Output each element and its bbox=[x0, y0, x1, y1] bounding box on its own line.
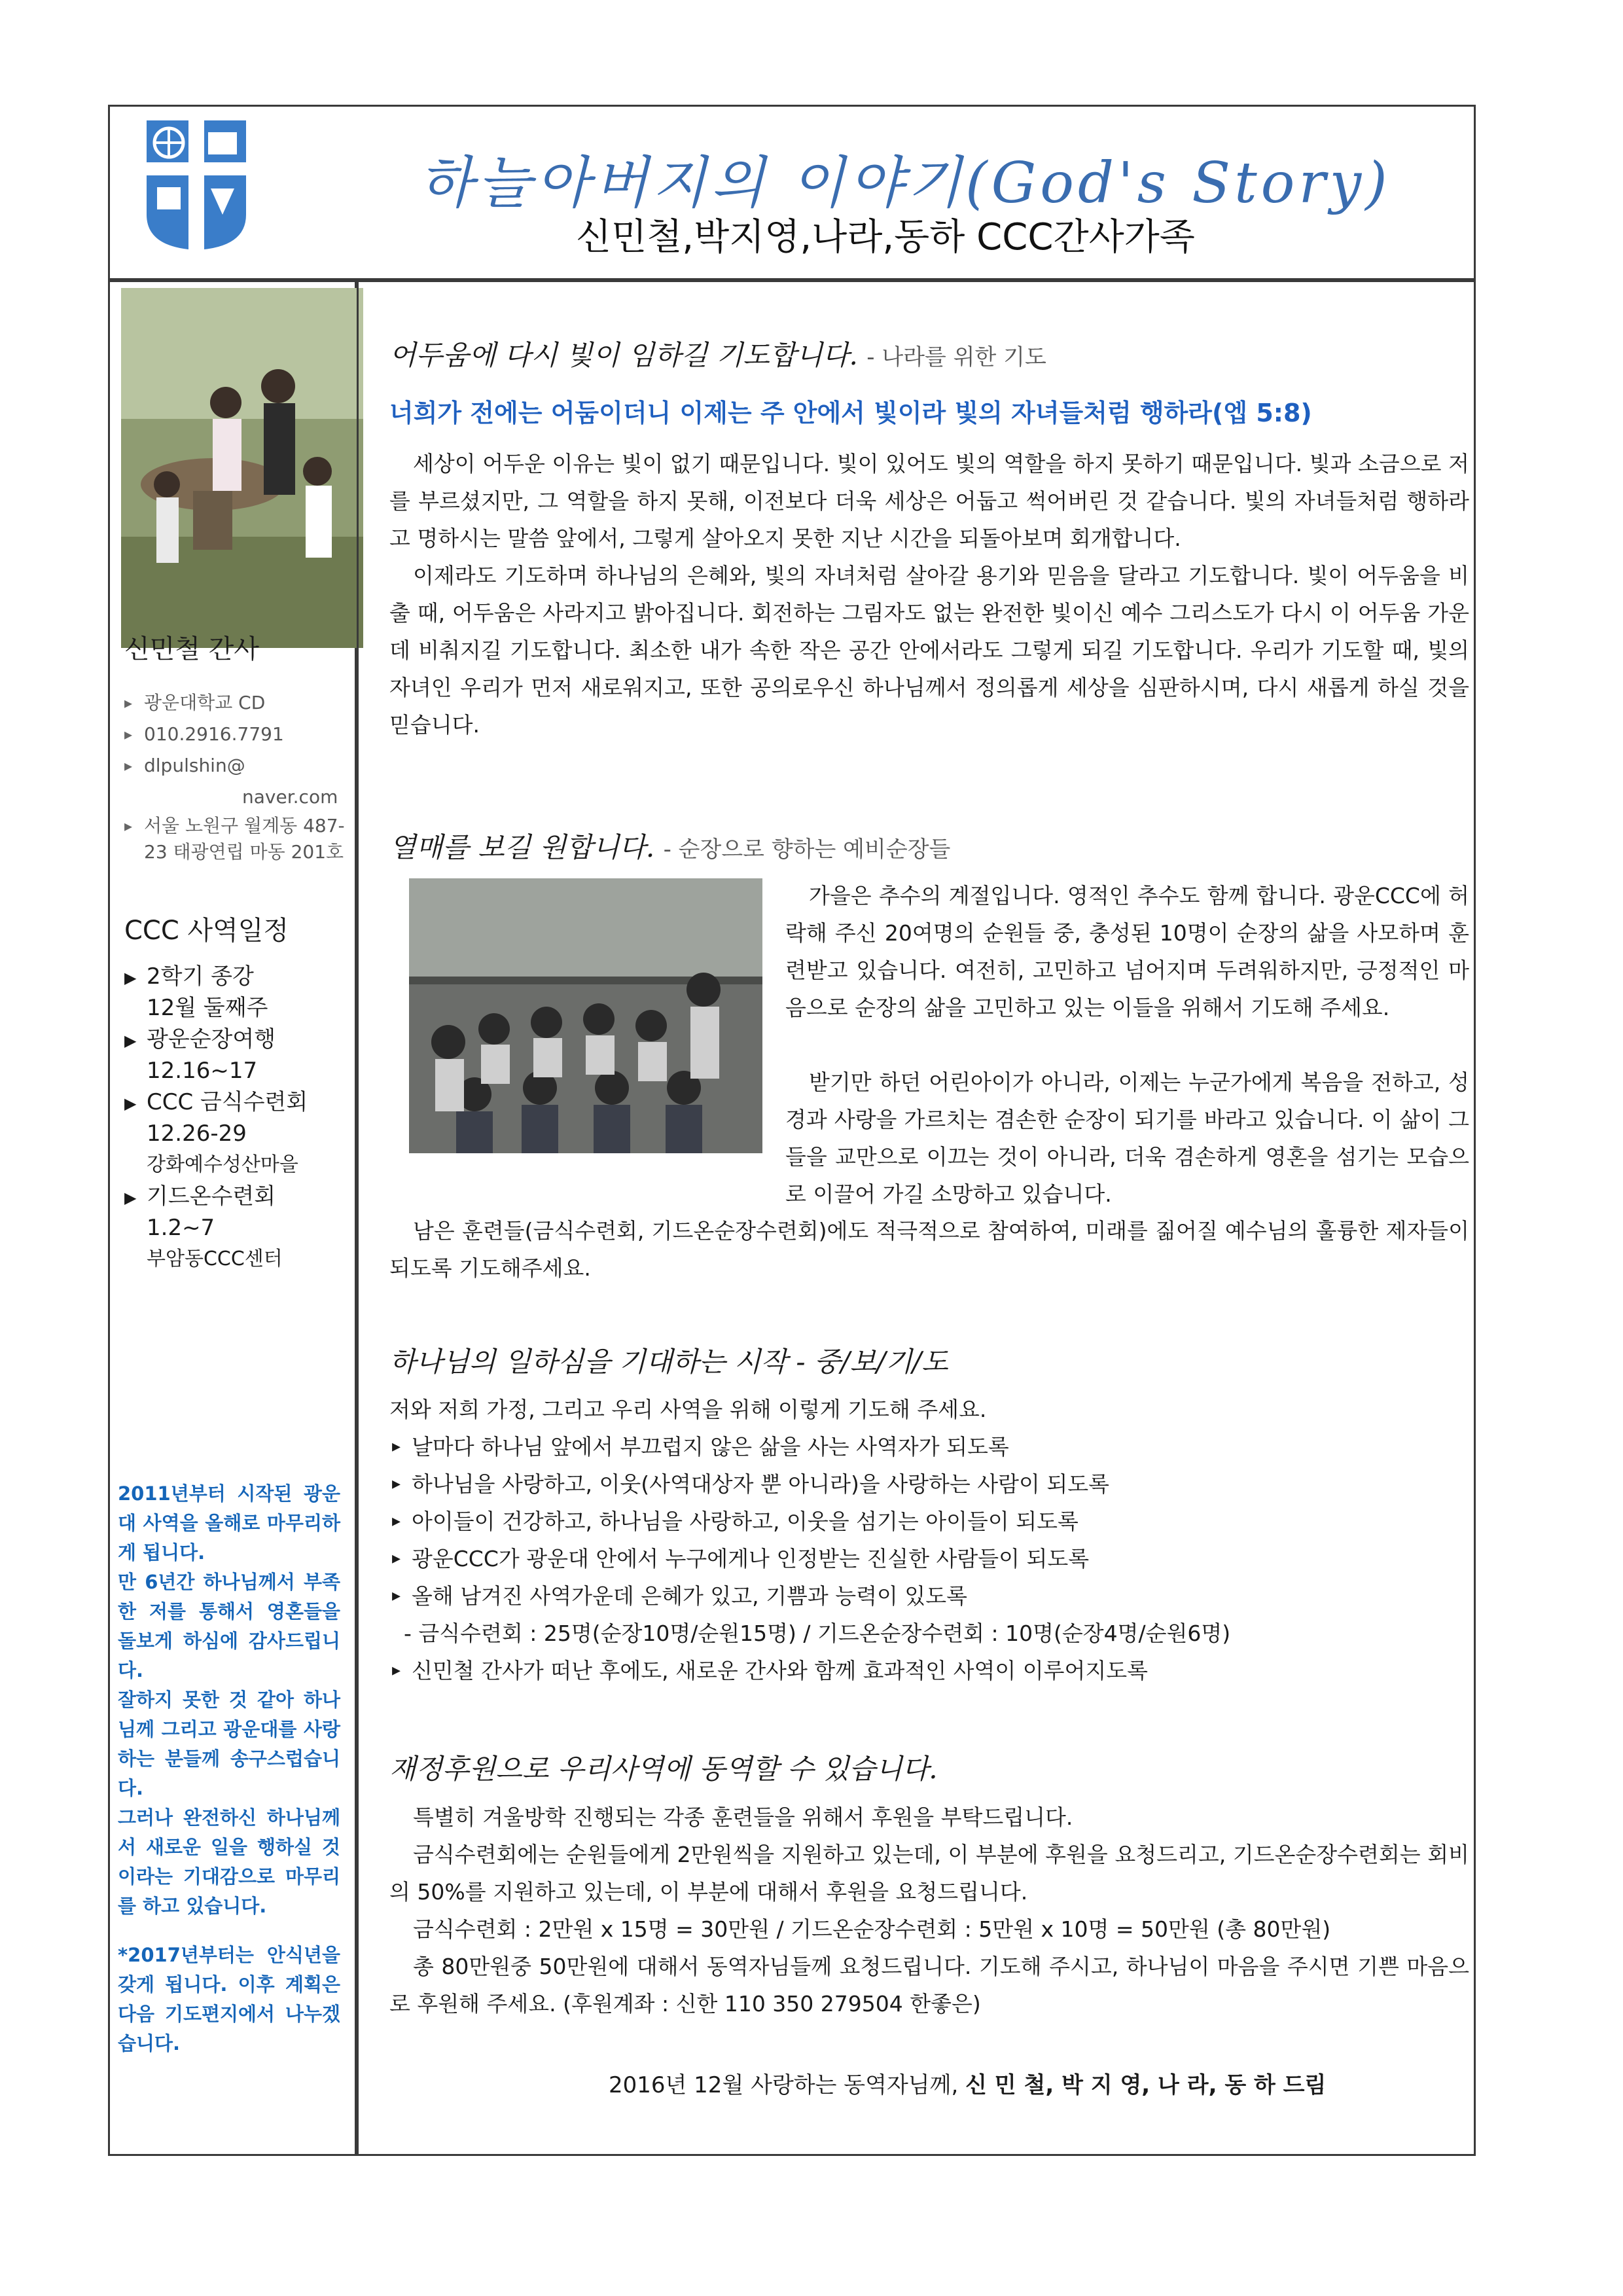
section2-tag: - 순장으로 향하는 예비순장들 bbox=[663, 836, 951, 863]
section4-title: 재정후원으로 우리사역에 동역할 수 있습니다. bbox=[389, 1753, 938, 1785]
schedule-date: 12.26-29 bbox=[147, 1121, 247, 1147]
note-line: 잘하지 못한 것 같아 하나님께 그리고 광운대를 사랑하는 분들께 송구스럽습니다. bbox=[118, 1689, 340, 1799]
prayer-intro: 저와 저희 가정, 그리고 우리 사역을 위해 이렇게 기도해 주세요. bbox=[389, 1397, 987, 1422]
contact-email: ▸ dlpulshin@ bbox=[124, 750, 360, 781]
schedule-date: 12월 둘째주 bbox=[147, 995, 268, 1021]
schedule-item: ▶ 광운순장여행 bbox=[124, 1024, 360, 1055]
contact-list bbox=[124, 687, 360, 865]
schedule-item: ▶ 2학기 종강 bbox=[124, 961, 360, 992]
paragraph: 세상이 어두운 이유는 빛이 없기 때문입니다. 빛이 있어도 빛의 역할을 하지 못하기 때문입니다. 빛과 소금으로 저를 부르셨지만, 그 역할을 하지 못해, 이전보다 더욱 세상은 어둡고 썩어버린 것 같습니다. 빛의 자녀들처럼 행하라고 명하시는 말씀 앞에서, 그렇게 살아오지 못한 지난 시간을 되돌아보며 회개합니다. bbox=[389, 451, 1469, 551]
section3-title: 하나님의 일하심을 기대하는 시작 - 중/보/기/도 bbox=[389, 1346, 948, 1378]
farewell-note bbox=[118, 1479, 340, 2058]
contact-school: ▸ 광운대학교 CD bbox=[124, 687, 360, 719]
schedule-list bbox=[124, 961, 360, 1275]
schedule-date: 12.16~17 bbox=[147, 1058, 258, 1084]
sabbatical-note: *2017년부터는 안식년을 갖게 됩니다. 이후 계획은 다음 기도편지에서 나누겠습니다. bbox=[118, 1944, 340, 2054]
section2-body-bottom bbox=[389, 1212, 1469, 1287]
contact-phone: ▸ 010.2916.7791 bbox=[124, 719, 360, 750]
prayer-item: ▸ 광운CCC가 광운대 안에서 누구에게나 인정받는 진실한 사람들이 되도록 bbox=[389, 1540, 1469, 1577]
section2-title-text: 열매를 보길 원합니다. bbox=[389, 831, 655, 863]
section4-body bbox=[389, 1799, 1469, 2022]
staff-name: 신민철 간사 bbox=[124, 634, 259, 664]
note-line: 2011년부터 시작된 광운대 사역을 올해로 마무리하게 됩니다. bbox=[118, 1482, 340, 1564]
prayer-item: ▸ 아이들이 건강하고, 하나님을 사랑하고, 이웃을 섬기는 아이들이 되도록 bbox=[389, 1503, 1469, 1540]
contact-address: ▸ 서울 노원구 월계동 487-23 태광연립 마동 201호 bbox=[124, 813, 360, 865]
section1-title-text: 어두움에 다시 빛이 임하길 기도합니다. bbox=[389, 339, 858, 371]
signature bbox=[609, 2067, 1326, 2099]
section1-title bbox=[389, 334, 1469, 373]
paragraph: 가을은 추수의 계절입니다. 영적인 추수도 함께 합니다. 광운CCC에 허락해 주신 20여명의 순원들 중, 충성된 10명이 순장의 삶을 사모하며 훈련받고 있습니다. 여전히, 고민하고 넘어지며 두려워하지만, 긍정적인 마음으로 순장의 삶을 고민하고 있는 이들을 위해서 기도해 주세요. bbox=[785, 883, 1469, 1020]
schedule-place: 부암동CCC센터 bbox=[147, 1247, 283, 1270]
section1-tag: - 나라를 위한 기도 bbox=[866, 344, 1046, 370]
section2-body-mid bbox=[785, 1064, 1469, 1213]
prayer-item: ▸ 올해 남겨진 사역가운데 은혜가 있고, 기쁨과 능력이 있도록 bbox=[389, 1577, 1469, 1615]
bible-verse: 너희가 전에는 어둠이더니 이제는 주 안에서 빛이라 빛의 자녀들처럼 행하라(엡 5:8) bbox=[389, 399, 1312, 427]
paragraph: 금식수련회에는 순원들에게 2만원씩을 지원하고 있는데, 이 부분에 후원을 요청드리고, 기드온순장수련회는 회비의 50%를 지원하고 있는데, 이 부분에 대해서 후원을 요청드립니다. bbox=[389, 1842, 1469, 1905]
paragraph: 금식수련회 : 2만원 x 15명 = 30만원 / 기드온순장수련회 : 5만원 x 10명 = 50만원 (총 80만원) bbox=[413, 1916, 1331, 1942]
paragraph: 받기만 하던 어린아이가 아니라, 이제는 누군가에게 복음을 전하고, 성경과 사랑을 가르치는 겸손한 순장이 되기를 바라고 있습니다. 이 삶이 그들을 교만으로 이끄는 것이 아니라, 더욱 겸손하게 영혼을 섬기는 모습으로 이끌어 가길 소망하고 있습니다. bbox=[785, 1069, 1469, 1207]
schedule-title: CCC 사역일정 bbox=[124, 916, 289, 946]
group-photo bbox=[409, 878, 762, 1153]
prayer-item: ▸ 하나님을 사랑하고, 이웃(사역대상자 뿐 아니라)을 사랑하는 사람이 되도록 bbox=[389, 1465, 1469, 1503]
contact-email-domain: naver.com bbox=[242, 786, 338, 808]
section1-body bbox=[389, 445, 1469, 744]
paragraph: 남은 훈련들(금식수련회, 기드온순장수련회)에도 적극적으로 참여하여, 미래를 짊어질 예수님의 훌륭한 제자들이 되도록 기도해주세요. bbox=[389, 1218, 1469, 1281]
prayer-list bbox=[389, 1391, 1469, 1689]
newsletter-title: 하늘아버지의 이야기(God's Story) bbox=[419, 151, 1391, 216]
signature-prefix: 2016년 12월 사랑하는 동역자님께, bbox=[609, 2072, 959, 2098]
prayer-item: ▸ 날마다 하나님 앞에서 부끄럽지 않은 삶을 사는 사역자가 되도록 bbox=[389, 1428, 1469, 1465]
note-line: 만 6년간 하나님께서 부족한 저를 통해서 영혼들을 돌보게 하심에 감사드립니다. bbox=[118, 1571, 340, 1681]
section2-body-top bbox=[785, 877, 1469, 1026]
schedule-item: ▶ 기드온수련회 bbox=[124, 1181, 360, 1212]
note-line: 그러나 완전하신 하나님께서 새로운 일을 행하실 것이라는 기대감으로 마무리를 하고 있습니다. bbox=[118, 1806, 340, 1917]
paragraph: 총 80만원중 50만원에 대해서 동역자님들께 요청드립니다. 기도해 주시고, 하나님이 마음을 주시면 기쁜 마음으로 후원해 주세요. (후원계좌 : 신한 110 350 279504 한좋은) bbox=[389, 1954, 1469, 2017]
paragraph: 이제라도 기도하며 하나님의 은혜와, 빛의 자녀처럼 살아갈 용기와 믿음을 달라고 기도합니다. 빛이 어두움을 비출 때, 어두움은 사라지고 밝아집니다. 회전하는 그림자도 없는 완전한 빛이신 예수 그리스도가 다시 이 어두움 가운데 비춰지길 기도합니다. 최소한 내가 속한 작은 공간 안에서라도 그렇게 되길 기도합니다. 우리가 기도할 때, 빛의 자녀인 우리가 먼저 새로워지고, 또한 공의로우신 하나님께서 정의롭게 세상을 심판하시며, 다시 새롭게 하실 것을 믿습니다. bbox=[389, 563, 1469, 738]
family-photo bbox=[121, 288, 363, 648]
schedule-item: ▶ CCC 금식수련회 bbox=[124, 1086, 360, 1118]
retreat-detail: - 금식수련회 : 25명(순장10명/순원15명) / 기드온순장수련회 : 10명(순장4명/순원6명) bbox=[404, 1621, 1231, 1646]
schedule-date: 1.2~7 bbox=[147, 1215, 215, 1241]
signature-names: 신 민 철, 박 지 영, 나 라, 동 하 드림 bbox=[965, 2072, 1327, 2098]
section2-title bbox=[389, 826, 1469, 865]
prayer-item: ▸ 신민철 간사가 떠난 후에도, 새로운 간사와 함께 효과적인 사역이 이루어지도록 bbox=[389, 1652, 1469, 1689]
family-subtitle: 신민철,박지영,나라,동하 CCC간사가족 bbox=[576, 216, 1195, 259]
schedule-place: 강화예수성산마을 bbox=[147, 1153, 298, 1176]
ccc-cross-logo-icon bbox=[143, 117, 250, 253]
paragraph: 특별히 겨울방학 진행되는 각종 훈련들을 위해서 후원을 부탁드립니다. bbox=[413, 1804, 1073, 1830]
